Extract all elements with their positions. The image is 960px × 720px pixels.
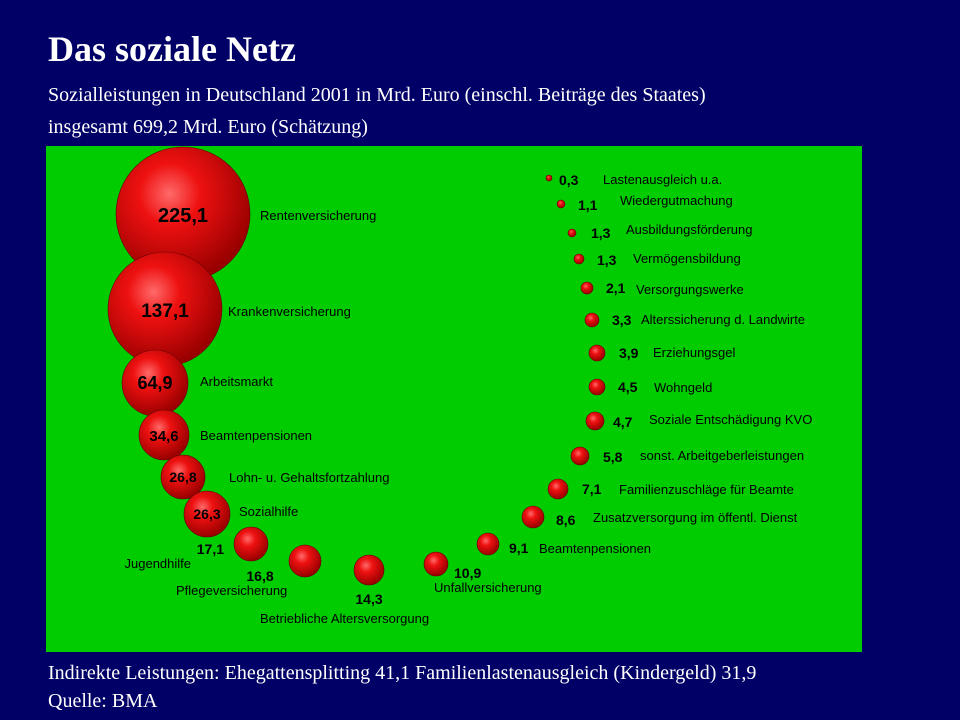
category-label-sonst-arbeitgeberleistungen-13: sonst. Arbeitgeberleistungen — [640, 448, 805, 463]
bubble-erziehungsgel-16 — [589, 345, 605, 361]
category-label-lastenausgleich-u-a-22: Lastenausgleich u.a. — [603, 172, 723, 187]
value-label-betriebliche-altersversorgung-8: 14,3 — [355, 591, 383, 607]
bubble-jugendhilfe-6 — [234, 527, 268, 561]
category-label-beamtenpensionen-10: Beamtenpensionen — [539, 541, 652, 556]
bubble-alterssicherung-d-landwirte-17 — [585, 313, 599, 327]
value-label-versorgungswerke-18: 2,1 — [606, 280, 626, 296]
value-label-lohn-u-gehaltsfortzahlung-4: 26,8 — [169, 469, 197, 485]
bubble-beamtenpensionen-10 — [477, 533, 499, 555]
value-label-arbeitsmarkt-2: 64,9 — [137, 373, 173, 393]
category-label-vermoegensbildung-19: Vermögensbildung — [633, 251, 741, 266]
bubble-sonst-arbeitgeberleistungen-13 — [571, 447, 589, 465]
value-label-lastenausgleich-u-a-22: 0,3 — [559, 172, 579, 188]
bubble-versorgungswerke-18 — [581, 282, 593, 294]
value-label-zusatzversorgung-im-oeffentl-dienst-11: 8,6 — [556, 512, 576, 528]
category-label-soziale-entschaedigung-kvo-14: Soziale Entschädigung KVO — [649, 412, 813, 427]
category-label-alterssicherung-d-landwirte-17: Alterssicherung d. Landwirte — [641, 312, 806, 327]
category-label-unfallversicherung-9: Unfallversicherung — [434, 580, 542, 595]
category-label-sozialhilfe-5: Sozialhilfe — [239, 504, 299, 519]
value-label-alterssicherung-d-landwirte-17: 3,3 — [612, 312, 632, 328]
bubble-wohngeld-15 — [589, 379, 605, 395]
value-label-familienzuschlaege-fuer-beamte-12: 7,1 — [582, 481, 602, 497]
slide-total: insgesamt 699,2 Mrd. Euro (Schätzung) — [48, 116, 368, 138]
value-label-sonst-arbeitgeberleistungen-13: 5,8 — [603, 449, 623, 465]
slide-title: Das soziale Netz — [48, 29, 296, 69]
footer-indirect: Indirekte Leistungen: Ehegattensplitting 41,1 Familienlastenausgleich (Kindergeld) 31,9 — [48, 662, 757, 684]
value-label-vermoegensbildung-19: 1,3 — [597, 252, 617, 268]
value-label-erziehungsgel-16: 3,9 — [619, 345, 639, 361]
bubble-familienzuschlaege-fuer-beamte-12 — [548, 479, 568, 499]
category-label-zusatzversorgung-im-oeffentl-dienst-11: Zusatzversorgung im öffentl. Dienst — [593, 510, 798, 525]
slide-subtitle: Sozialleistungen in Deutschland 2001 in Mrd. Euro (einschl. Beiträge des Staates) — [48, 84, 706, 106]
category-label-pflegeversicherung-7: Pflegeversicherung — [176, 583, 288, 598]
bubble-betriebliche-altersversorgung-8 — [354, 555, 384, 585]
category-label-wiedergutmachung-21: Wiedergutmachung — [620, 193, 733, 208]
category-label-arbeitsmarkt-2: Arbeitsmarkt — [200, 374, 273, 389]
value-label-sozialhilfe-5: 26,3 — [193, 506, 221, 522]
category-label-rentenversicherung-0: Rentenversicherung — [260, 208, 377, 223]
value-label-rentenversicherung-0: 225,1 — [157, 205, 209, 227]
value-label-soziale-entschaedigung-kvo-14: 4,7 — [613, 414, 633, 430]
bubble-vermoegensbildung-19 — [574, 254, 584, 264]
category-label-betriebliche-altersversorgung-8: Betriebliche Altersversorgung — [260, 611, 430, 626]
bubble-zusatzversorgung-im-oeffentl-dienst-11 — [522, 506, 544, 528]
value-label-krankenversicherung-1: 137,1 — [141, 301, 189, 322]
value-label-jugendhilfe-6: 17,1 — [196, 541, 224, 557]
category-label-wohngeld-15: Wohngeld — [654, 380, 713, 395]
category-label-lohn-u-gehaltsfortzahlung-4: Lohn- u. Gehaltsfortzahlung — [229, 470, 390, 485]
bubble-soziale-entschaedigung-kvo-14 — [586, 412, 604, 430]
bubble-ausbildungsfoerderung-20 — [568, 229, 576, 237]
category-label-jugendhilfe-6: Jugendhilfe — [124, 556, 191, 571]
value-label-wohngeld-15: 4,5 — [618, 379, 638, 395]
chart-panel — [46, 146, 862, 652]
value-label-pflegeversicherung-7: 16,8 — [246, 568, 274, 584]
category-label-familienzuschlaege-fuer-beamte-12: Familienzuschläge für Beamte — [619, 482, 794, 497]
category-label-versorgungswerke-18: Versorgungswerke — [636, 282, 744, 297]
category-label-krankenversicherung-1: Krankenversicherung — [228, 304, 351, 319]
category-label-erziehungsgel-16: Erziehungsgel — [653, 345, 736, 360]
value-label-unfallversicherung-9: 10,9 — [454, 565, 482, 581]
value-label-beamtenpensionen-3: 34,6 — [149, 428, 179, 445]
footer-source: Quelle: BMA — [48, 690, 158, 712]
bubble-unfallversicherung-9 — [424, 552, 448, 576]
value-label-wiedergutmachung-21: 1,1 — [578, 197, 598, 213]
bubble-chart — [46, 146, 862, 652]
category-label-beamtenpensionen-3: Beamtenpensionen — [200, 428, 313, 443]
value-label-beamtenpensionen-10: 9,1 — [509, 540, 529, 556]
bubble-lastenausgleich-u-a-22 — [546, 175, 552, 181]
category-label-ausbildungsfoerderung-20: Ausbildungsförderung — [626, 222, 753, 237]
value-label-ausbildungsfoerderung-20: 1,3 — [591, 225, 611, 241]
bubble-wiedergutmachung-21 — [557, 200, 565, 208]
bubble-pflegeversicherung-7 — [289, 545, 321, 577]
